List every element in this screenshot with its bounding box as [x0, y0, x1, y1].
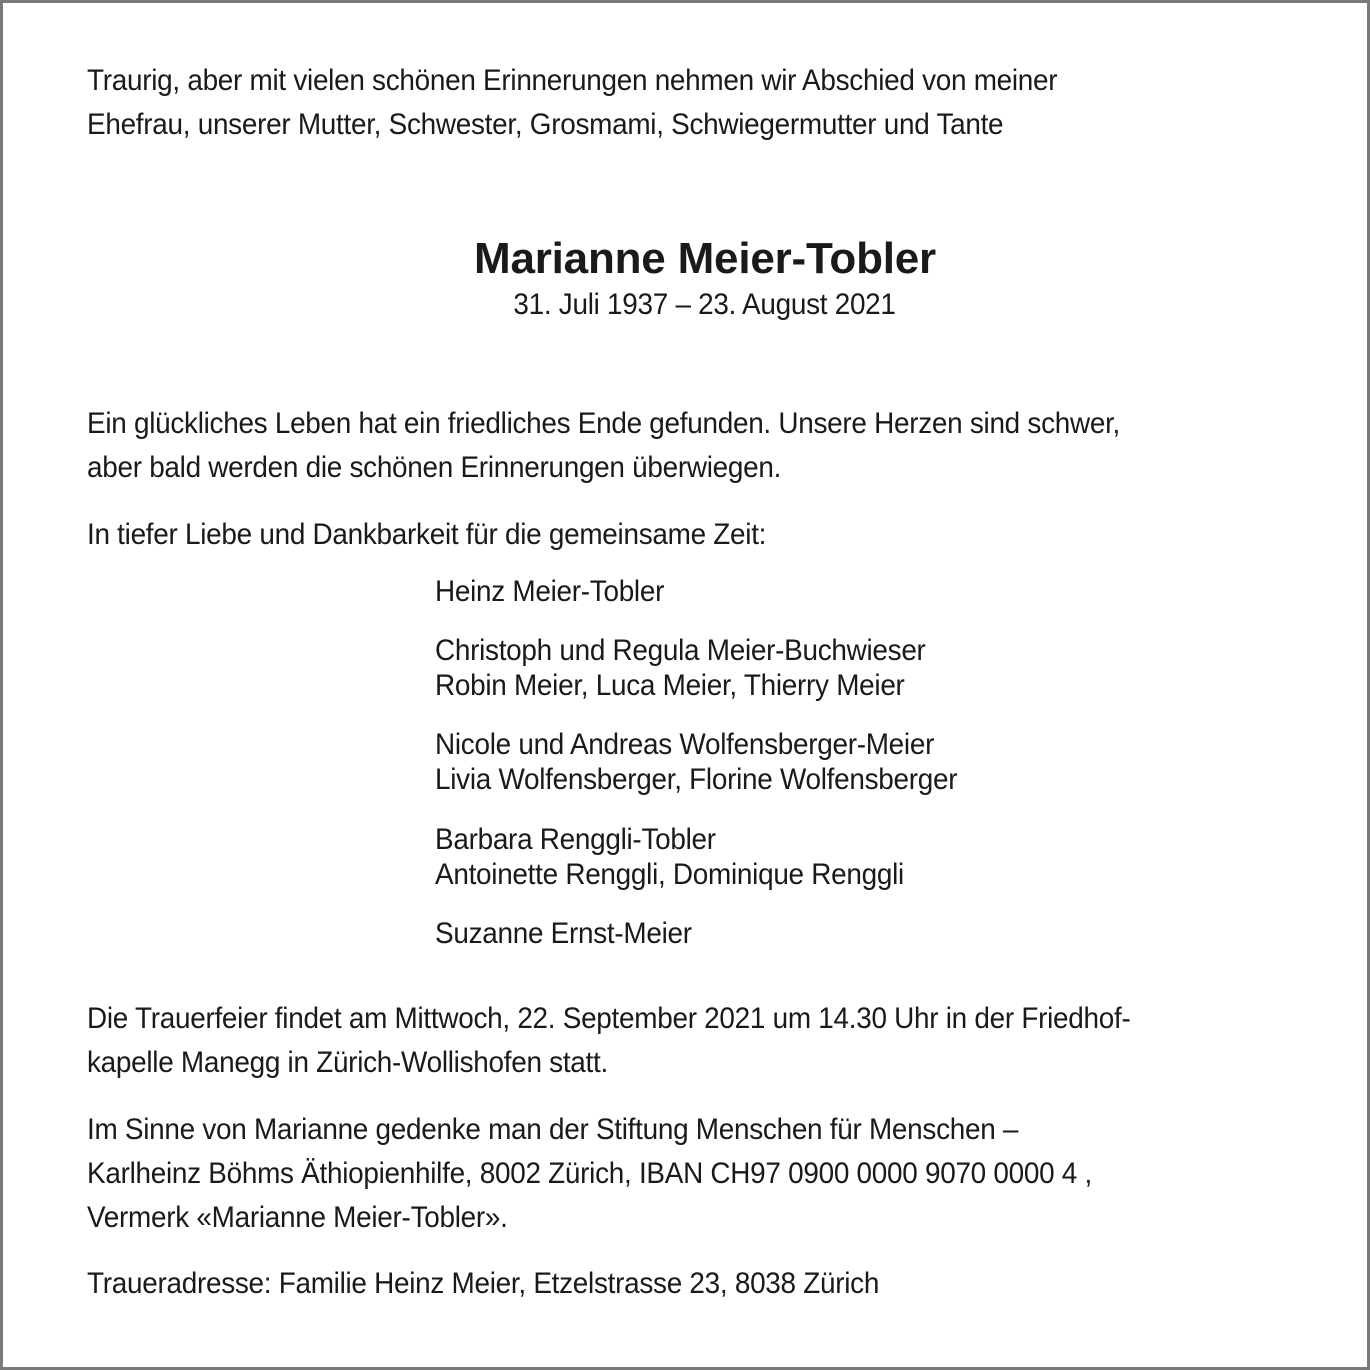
mourning-address: Traueradresse: Familie Heinz Meier, Etzelstrasse 23, 8038 Zürich — [87, 1267, 880, 1300]
dedication: In tiefer Liebe und Dankbarkeit für die gemeinsame Zeit: — [87, 518, 767, 551]
deceased-name: Marianne Meier-Tobler — [474, 234, 936, 283]
mourner-2-line-2: Robin Meier, Luca Meier, Thierry Meier — [435, 669, 905, 702]
donation-line-3: Vermerk «Marianne Meier-Tobler». — [87, 1201, 508, 1234]
donation-line-1: Im Sinne von Marianne gedenke man der Stiftung Menschen für Menschen – — [87, 1113, 1019, 1146]
deceased-dates — [0, 285, 1370, 325]
mourner-2-line-1: Christoph und Regula Meier-Buchwieser — [435, 634, 926, 667]
intro-line-1: Traurig, aber mit vielen schönen Erinnerungen nehmen wir Abschied von meiner — [87, 64, 1058, 97]
message-line-2: aber bald werden die schönen Erinnerungen überwiegen. — [87, 451, 782, 484]
ceremony-line-1: Die Trauerfeier findet am Mittwoch, 22. September 2021 um 14.30 Uhr in der Friedhof- — [87, 1002, 1131, 1035]
deceased-dates-text: 31. Juli 1937 – 23. August 2021 — [513, 288, 897, 321]
mourner-1-line-1: Heinz Meier-Tobler — [435, 575, 665, 608]
intro-line-2: Ehefrau, unserer Mutter, Schwester, Grosmami, Schwiegermutter und Tante — [87, 108, 1004, 141]
mourner-4-line-2: Antoinette Renggli, Dominique Renggli — [435, 858, 904, 891]
mourner-3-line-1: Nicole und Andreas Wolfensberger-Meier — [435, 728, 935, 761]
message-line-1: Ein glückliches Leben hat ein friedliches Ende gefunden. Unsere Herzen sind schwer, — [87, 407, 1121, 440]
donation-line-2: Karlheinz Böhms Äthiopienhilfe, 8002 Zürich, IBAN CH97 0900 0000 9070 0000 4 , — [87, 1157, 1092, 1190]
ceremony-line-2: kapelle Manegg in Zürich-Wollishofen statt. — [87, 1046, 608, 1079]
mourner-4-line-1: Barbara Renggli-Tobler — [435, 823, 716, 856]
mourner-5-line-1: Suzanne Ernst-Meier — [435, 917, 692, 950]
mourner-3-line-2: Livia Wolfensberger, Florine Wolfensberger — [435, 763, 958, 796]
